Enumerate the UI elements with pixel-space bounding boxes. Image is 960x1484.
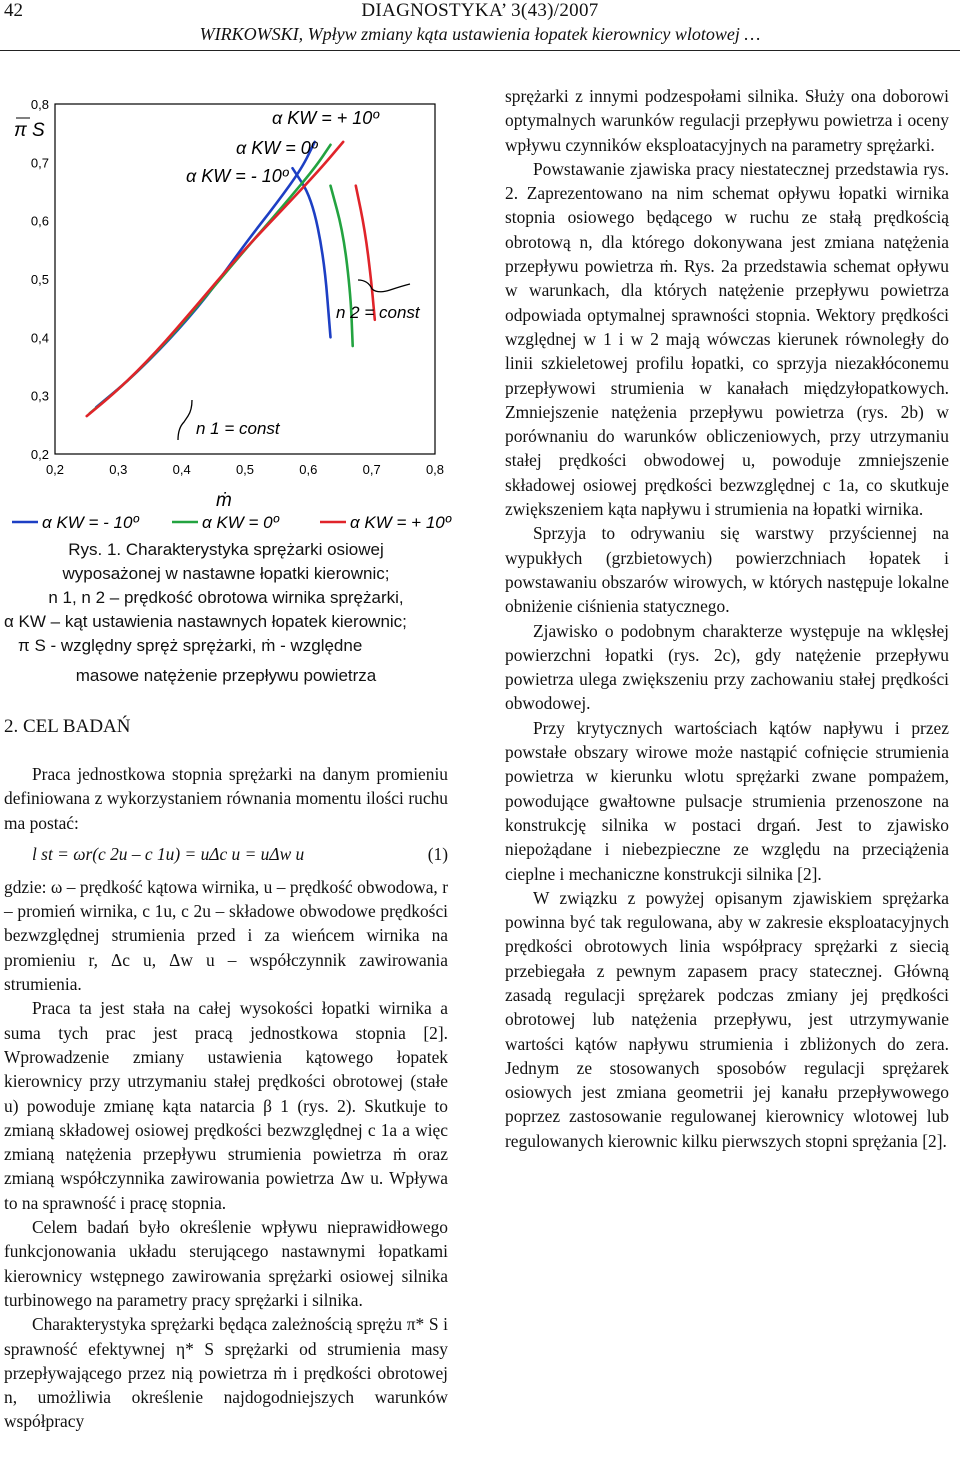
right-paragraph-1: sprężarki z innymi podzespołami silnika. Służy ona doborowi optymalnych warunków regulacji przepływu powietrza i oceny wpływu czynników eksploatacyjnych na parametry sprężarki. — [505, 86, 949, 155]
equation-text: l st = ωr(c 2u – c 1u) = uΔc u = uΔw u — [32, 843, 305, 864]
left-paragraph-3: Praca ta jest stała na całej wysokości łopatki wirnika a suma tych prac jest pracą jednostkowa stopnia [2]. Wprowadzenie zmiany ustawienia kątowego łopatek kierownicy przy utrzymaniu stałej prędkości obrotowej (stałe u) powoduje zmianę kąta natarcia β 1 (rys. 2). Skutkuje to zmianą składowej osiowej prędkości bezwzględnej c 1a a więc zmianą natężenia przepływu strumienia powietrza ṁ oraz zmianą współczynnika zawirowania powietrza Δw u. Wpływa to na sprawność i pracę stopnia. — [4, 998, 448, 1213]
running-title: WIRKOWSKI, Wpływ zmiany kąta ustawienia łopatek kierownicy wlotowej … — [199, 24, 761, 44]
annot-alpha-minus10: α KW = - 10º — [186, 166, 289, 186]
y-tick-label: 0,2 — [30, 447, 49, 462]
y-tick-label: 0,5 — [30, 272, 49, 287]
header-rule — [0, 50, 960, 51]
annot-alpha-0: α KW = 0º — [236, 138, 318, 158]
equation-number: (1) — [427, 843, 448, 864]
brace-n2 — [358, 280, 410, 292]
right-column — [505, 84, 949, 1153]
x-tick-label: 0,6 — [299, 462, 318, 477]
y-tick-label: 0,6 — [30, 213, 49, 229]
annot-n2-const: n 2 = const — [336, 303, 420, 322]
right-paragraph-4: Zjawisko o podobnym charakterze występuje na wklęsłej powierzchni łopatki (rys. 2c), gdy natężenie przepływu powietrza ulega zwiększeniu przy zachowaniu stałej prędkości obwodowej. — [505, 620, 949, 714]
caption-line-6: masowe natężenie przepływu powietrza — [75, 666, 377, 685]
y-tick-label: 0,7 — [30, 155, 49, 171]
journal-name: DIAGNOSTYKA’ 3(43)/2007 — [361, 0, 599, 21]
annot-n1-const: n 1 = const — [196, 419, 280, 438]
equation-1 — [4, 839, 448, 869]
x-tick-label: 0,8 — [425, 462, 445, 477]
section-heading: 2. CEL BADAŃ — [4, 716, 131, 737]
left-paragraph-5: Charakterystyka sprężarki będąca zależnością sprężu π* S i sprawność efektywnej η* S sprężarki od strumienia masy przepływającego przez nią powietrza ṁ i prędkości obrotowej n, umożliwia określenie najdogodniejszych warunków współpracy — [4, 1314, 448, 1432]
legend-label-plus10: α KW = + 10º — [350, 513, 451, 532]
caption-line-2: wyposażonej w nastawne łopatki kierownic; — [62, 564, 390, 583]
y-axis-label: π S — [14, 120, 45, 141]
x-axis-label: ṁ — [216, 490, 232, 511]
page-number: 42 — [4, 0, 23, 21]
legend-label-0: α KW = 0º — [202, 513, 279, 532]
annot-alpha-plus10: α KW = + 10º — [272, 108, 379, 128]
figure-1-chart — [0, 84, 460, 534]
series-line-1-1 — [331, 186, 353, 346]
left-paragraph-1: Praca jednostkowa stopnia sprężarki na danym promieniu definiowana z wykorzystaniem równania momentu ilości ruchu ma postać: — [4, 764, 448, 833]
x-tick-label: 0,5 — [235, 462, 255, 477]
x-tick-label: 0,2 — [45, 462, 65, 477]
x-tick-label: 0,4 — [172, 462, 191, 477]
caption-line-1: Rys. 1. Charakterystyka sprężarki osiowej — [68, 540, 384, 559]
left-column — [4, 762, 448, 1434]
right-paragraph-5: Przy krytycznych wartościach kątów napływu i przez powstałe obszary wirowe może nastąpić cofnięcie strumienia powietrza w kierunku wlotu sprężarki zwane pompażem, powodujące gwałtowne pulsacje strumienia przenoszone na konstrukcję silnika w postaci drgań. Jest to zjawisko niepożądane i niebezpieczne ze względu na przeciążenia cieplne i mechaniczne konstrukcji silnika [2]. — [505, 717, 949, 884]
x-tick-label: 0,7 — [362, 462, 381, 477]
y-tick-label: 0,4 — [30, 330, 49, 346]
figure-caption — [4, 538, 448, 688]
caption-line-4: α KW – kąt ustawienia nastawnych łopatek kierownic; — [4, 612, 407, 631]
y-tick-label: 0,3 — [30, 388, 49, 404]
caption-line-3: n 1, n 2 – prędkość obrotowa wirnika sprężarki, — [48, 588, 404, 607]
brace-n1 — [178, 400, 192, 440]
legend — [12, 513, 452, 532]
series-line-2-1 — [356, 186, 375, 320]
y-tick-labels — [31, 97, 49, 462]
y-tick-label: 0,8 — [30, 97, 49, 112]
x-tick-label: 0,3 — [109, 462, 128, 477]
left-paragraph-2: gdzie: ω – prędkość kątowa wirnika, u – prędkość obwodowa, r – promień wirnika, c 1u, c 2u – składowe obwodowe prędkości bezwzględnej strumienia przed i za wieńcem wirnika na promieniu r, Δc u, Δw u – współczynnik zawirowania strumienia. — [4, 876, 448, 995]
right-paragraph-6: W związku z powyżej opisanym zjawiskiem sprężarka powinna być tak regulowana, aby w zakresie eksploatacyjnych prędkości obrotowych linia współpracy sprężarki z siecią przebiegała z pewnym zapasem pracy statecznej. Główną zasadą regulacji sprężarek podczas zmiany jej prędkości obrotowej lub natężenia przepływu, jest utrzymywanie wartości kątów napływu strumienia i zbliżonych do zera. Jednym ze stosowanych sposobów regulacji sprężarek osiowych jest zmiana geometrii jej kanału przepływowego poprzez zastosowanie regulowanej kierownicy wlotowej lub regulowanych kierownic kilku pierwszych stopni sprężania [2]. — [505, 887, 949, 1151]
x-tick-labels — [46, 462, 444, 477]
right-paragraph-3: Sprzyja to odrywaniu się warstwy przyściennej na wypukłych (grzbietowych) powierzchniach łopatek i powstawaniu obszarów wirowych, w których następuje lokalne obniżenie ciśnienia statycznego. — [505, 523, 949, 617]
right-paragraph-2: Powstawanie zjawiska pracy niestatecznej przedstawia rys. 2. Zaprezentowano na nim schemat opływu łopatki wirnika stopnia osiowego będącego w ruchu ze stałą prędkością obrotową n, dla którego dokonywana jest zmiana natężenia przepływu powietrza ṁ. Rys. 2a przedstawia schemat opływu w warunkach, dla których natężenie przepływu powietrza odpowiada optymalnej sprawności stopnia. Wektory prędkości względnej w 1 i w 2 mają wówczas kierunek równoległy do linii szkieletowej profilu łopatki, co sprzyja niezakłóconemu przepływowi strumienia w kanałach międzyłopatkowych. Zmniejszenie natężenia przepływu powietrza (rys. 2b) w porównaniu do warunków obliczeniowych, przy utrzymaniu stałej prędkości obwodowej u, powoduje zmniejszenie składowej osiowej prędkości bezwzględnej c 1a, co skutkuje zwiększeniem kąta napływu i strumienia na łopatki wirnika. — [505, 158, 949, 520]
caption-line-5: π S - względny spręż sprężarki, ṁ - względne — [18, 636, 363, 655]
legend-label-minus10: α KW = - 10º — [42, 513, 139, 532]
left-paragraph-4: Celem badań było określenie wpływu nieprawidłowego funkcjonowania układu sterującego nastawnymi łopatkami kierownicy wstępnego zawirowania sprężarki osiowej silnika turbinowego na parametry pracy sprężarki i silnika. — [4, 1217, 448, 1310]
